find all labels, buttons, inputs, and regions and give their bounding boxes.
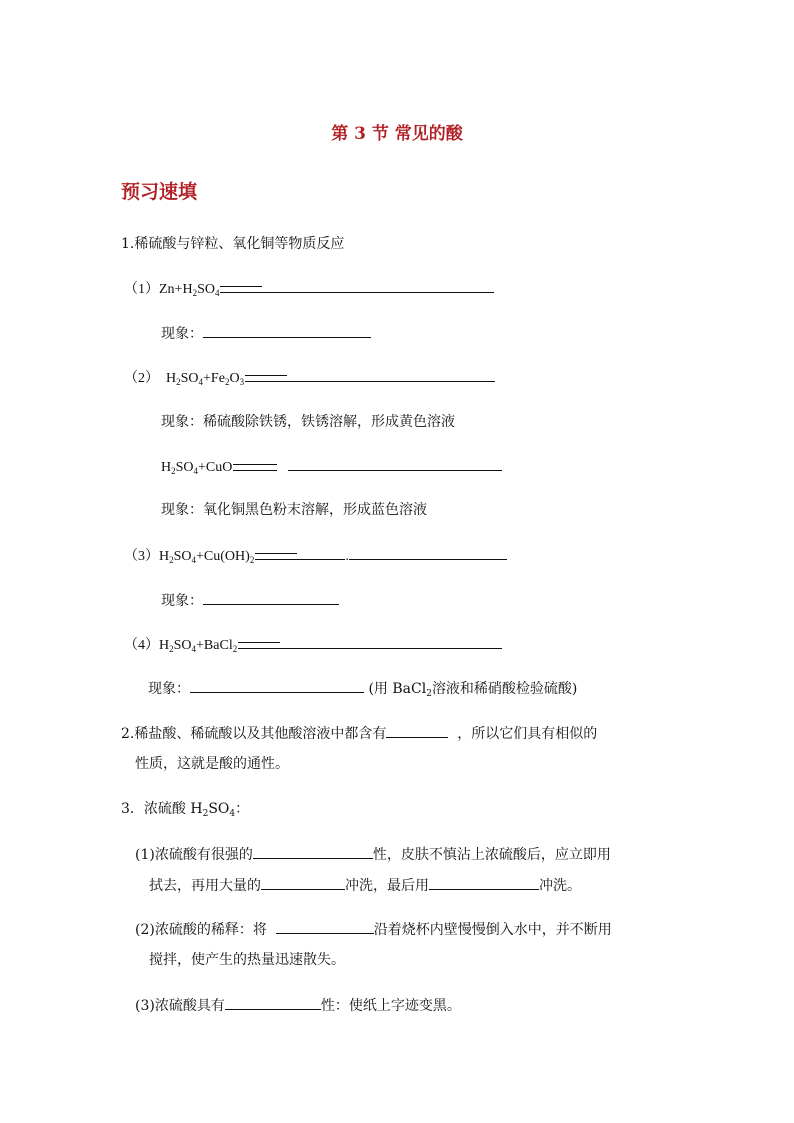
q1-part2: （2） $H_2SO_4+Fe_2O_3$	[124, 367, 495, 389]
part-label: （2）	[124, 371, 159, 386]
q1-part1: $(1)Zn+H_2SO_4$	[124, 278, 494, 300]
q3-sub1-line2: 拭去，再用大量的 冲洗，最后用 冲洗。	[149, 875, 581, 896]
equals-sign	[220, 286, 262, 293]
answer-blank[interactable]	[225, 995, 321, 1010]
q1-part4-phenomenon: 现象： (用 BaCl$_2$溶液和稀硝酸检验硫酸)	[148, 678, 577, 699]
q1-part3: $(3)H_2SO_4+Cu(OH)_2$ .	[124, 545, 507, 567]
section-heading: 预习速填	[121, 181, 198, 203]
q1-part2b-phenomenon: 现象：氧化铜黑色粉末溶解，形成蓝色溶液	[161, 502, 427, 518]
answer-blank[interactable]	[203, 590, 339, 605]
answer-blank[interactable]	[288, 456, 502, 471]
answer-blank[interactable]	[386, 723, 448, 738]
q3-sub2-line1: (2)浓硫酸的稀释：将 沿着烧杯内壁慢慢倒入水中，并不断用	[135, 919, 612, 940]
q3-sub3: (3)浓硫酸具有 性：使纸上字迹变黑。	[135, 995, 461, 1016]
dot-mark: .	[345, 549, 349, 564]
part-label: （1）	[124, 282, 159, 297]
answer-blank[interactable]	[190, 678, 364, 693]
answer-blank[interactable]	[262, 278, 494, 293]
q1-part4: $(4)H_2SO_4+BaCl_2$	[124, 634, 502, 656]
equals-sign	[233, 464, 277, 471]
equals-sign	[255, 553, 297, 560]
q1-part1-phenomenon: 现象：	[161, 323, 371, 344]
answer-blank[interactable]	[297, 545, 345, 560]
answer-blank[interactable]	[280, 634, 502, 649]
q3-heading: 3．浓硫酸 $H_2SO_4$：	[121, 801, 250, 819]
equals-sign	[238, 642, 280, 649]
q1-part2b: $H_2SO_4+CuO$	[161, 456, 502, 478]
part-label: （4）	[124, 638, 159, 653]
equals-sign	[245, 375, 287, 382]
answer-blank[interactable]	[287, 367, 495, 382]
q2-line1: 2.稀盐酸、稀硫酸以及其他酸溶液中都含有 ，所以它们具有相似的	[121, 723, 597, 744]
q2-line2: 性质，这就是酸的通性。	[135, 756, 289, 772]
answer-blank[interactable]	[253, 844, 373, 859]
part-label: （3）	[124, 549, 159, 564]
answer-blank[interactable]	[349, 545, 507, 560]
q1-part2-phenomenon: 现象：稀硫酸除铁锈，铁锈溶解，形成黄色溶液	[161, 414, 455, 430]
page-title: 第 3 节 常见的酸	[331, 124, 463, 144]
answer-blank[interactable]	[429, 875, 539, 890]
q3-sub2-line2: 搅拌，使产生的热量迅速散失。	[149, 952, 345, 968]
answer-blank[interactable]	[203, 323, 371, 338]
answer-blank[interactable]	[276, 919, 374, 934]
q1-part3-phenomenon: 现象：	[161, 590, 339, 611]
q3-sub1-line1: (1)浓硫酸有很强的 性，皮肤不慎沾上浓硫酸后，应立即用	[135, 844, 611, 865]
q1-text: 1.稀硫酸与锌粒、氧化铜等物质反应	[121, 236, 345, 252]
answer-blank[interactable]	[261, 875, 345, 890]
